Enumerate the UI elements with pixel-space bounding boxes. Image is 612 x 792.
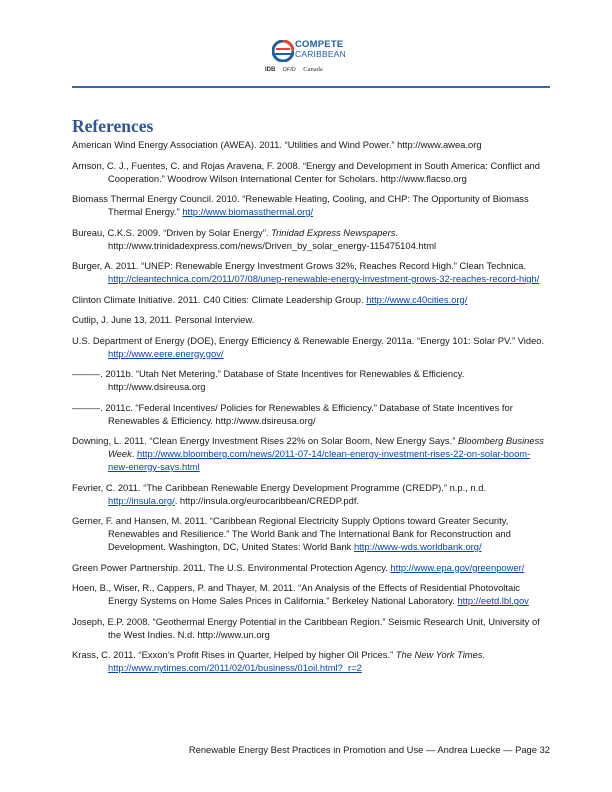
reference-entry (72, 514, 550, 553)
reference-text: Green Power Partnership. 2011. The U.S. Environmental Protection Agency. (72, 561, 388, 573)
reference-link[interactable]: http://www.bloomberg.com/news/2011-07-14/clean-energy-investment-rises-22-on-solar-boom-new-energy-says.html (108, 448, 531, 472)
reference-link[interactable]: http://insula.org/ (108, 494, 175, 506)
reference-entry (72, 648, 550, 674)
reference-entry (72, 159, 550, 185)
logo-word-compete: COMPETE (295, 39, 344, 50)
reference-text: Krass, C. 2011. “Exxon’s Profit Rises in Quarter, Helped by higher Oil Prices.” (72, 649, 394, 660)
reference-tail: . (482, 649, 486, 660)
reference-entry (72, 138, 550, 151)
reference-entry (72, 259, 550, 285)
reference-link[interactable]: http://www-wds.worldbank.org/ (353, 541, 482, 552)
reference-text: ———. 2011b. “Utah Net Metering.” Database of State Incentives for Renewables & Efficiency. http://www.dsireusa.org (72, 368, 465, 392)
reference-link[interactable]: http://www.nytimes.com/2011/02/01/business/01oil.html?_r=2 (108, 662, 362, 673)
reference-text: Biomass Thermal Energy Council. 2010. “Renewable Heating, Cooling, and CHP: The Opportunity of Biomass Thermal Energy.” (72, 193, 529, 217)
reference-entry (72, 401, 550, 427)
reference-entry (72, 226, 550, 252)
page-title: References (72, 116, 154, 136)
reference-entry (72, 313, 550, 326)
reference-text: Bureau, C.K.S. 2009. “Driven by Solar Energy”. (72, 226, 269, 238)
reference-list (72, 138, 550, 682)
reference-tail: . http://insula.org/eurocaribbean/CREDP.pdf. (174, 494, 360, 506)
reference-entry (72, 293, 550, 306)
reference-entry (72, 615, 550, 641)
compete-logo-icon (272, 40, 294, 62)
reference-entry (72, 434, 550, 473)
reference-link[interactable]: http://www.eere.energy.gov/ (108, 347, 224, 359)
reference-entry (72, 334, 550, 360)
reference-publication: The New York Times (395, 649, 483, 660)
reference-text: Cutlip, J. June 13, 2011. Personal Interview. (72, 314, 255, 325)
reference-tail: . (131, 448, 135, 459)
reference-publication: Trinidad Express Newspapers (271, 226, 396, 238)
reference-entry (72, 367, 550, 393)
reference-text: U.S. Department of Energy (DOE), Energy Efficiency & Renewable Energy. 2011a. “Energy 101: Solar PV.” Video. (72, 334, 545, 346)
reference-text: ———. 2011c. “Federal Incentives/ Policies for Renewables & Efficiency.” Database of State Incentives for Renewables & Efficiency. http://www.dsireusa.org/ (72, 401, 513, 426)
reference-publication: Bloomberg Business Week (108, 435, 544, 459)
reference-entry (72, 192, 550, 218)
reference-text: American Wind Energy Association (AWEA). 2011. “Utilities and Wind Power.” http://www.awea.org (72, 139, 482, 150)
reference-entry (72, 481, 550, 507)
reference-link[interactable]: http://cleantechnica.com/2011/07/08/unep-renewable-energy-investment-grows-32-reaches-record-high/ (108, 273, 540, 284)
logo-word-caribbean: CARIBBEAN (295, 49, 346, 59)
reference-link[interactable]: http://eetd.lbl.gov (457, 595, 529, 606)
partner-dfid: DFID (282, 67, 296, 73)
reference-link[interactable]: http://www.biomassthermal.org/ (182, 206, 314, 217)
partner-logos (265, 66, 329, 73)
reference-link[interactable]: http://www.c40cities.org/ (366, 293, 468, 305)
partner-idb: IDB (265, 67, 276, 73)
reference-entry (72, 581, 550, 607)
reference-text: Fevrier, C. 2011. “The Caribbean Renewable Energy Development Programme (CREDP).” n.p., n.d. (72, 481, 487, 493)
reference-text: Joseph, E.P. 2008. “Geothermal Energy Potential in the Caribbean Region.” Seismic Research Unit, University of the West Indies. N.d. http://www.un.org (72, 615, 540, 640)
reference-tail: . http://www.trinidadexpress.com/news/Driven_by_solar_energy-115475104.html (108, 226, 437, 251)
reference-text: Gerner, F. and Hansen, M. 2011. “Caribbean Regional Electricity Supply Options toward Greater Security, Renewables and Resilience.” The World Bank and The International Bank for Reconstruction and Development. Washington, DC, United States: World Bank (72, 515, 511, 552)
reference-text: Hoen, B., Wiser, R., Cappers, P. and Thayer, M. 2011. “An Analysis of the Effects of Residential Photovoltaic Energy Systems on Home Sales Prices in California.” Berkeley National Laboratory. (72, 582, 520, 606)
header-divider (72, 86, 550, 88)
page-footer: Renewable Energy Best Practices in Promotion and Use — Andrea Luecke — Page 32 (188, 744, 550, 755)
compete-caribbean-logo (262, 38, 362, 80)
reference-text: Clinton Climate Initiative. 2011. C40 Cities: Climate Leadership Group. (72, 293, 364, 305)
partner-canada: Canada (303, 66, 323, 73)
reference-entry (72, 561, 550, 574)
reference-text: Downing, L. 2011. “Clean Energy Investment Rises 22% on Solar Boom, New Energy Says.” (72, 435, 456, 446)
reference-link[interactable]: http://www.epa.gov/greenpower/ (390, 561, 525, 573)
reference-text: Arnson, C. J., Fuentes, C. and Rojas Aravena, F. 2008. “Energy and Development in South America: Conflict and Cooperation.” Woodrow Wilson International Center for Scholars. http://www.flacso.org (72, 159, 540, 184)
reference-text: Burger, A. 2011. “UNEP: Renewable Energy Investment Grows 32%, Reaches Record High.” Clean Technica. (72, 260, 527, 271)
